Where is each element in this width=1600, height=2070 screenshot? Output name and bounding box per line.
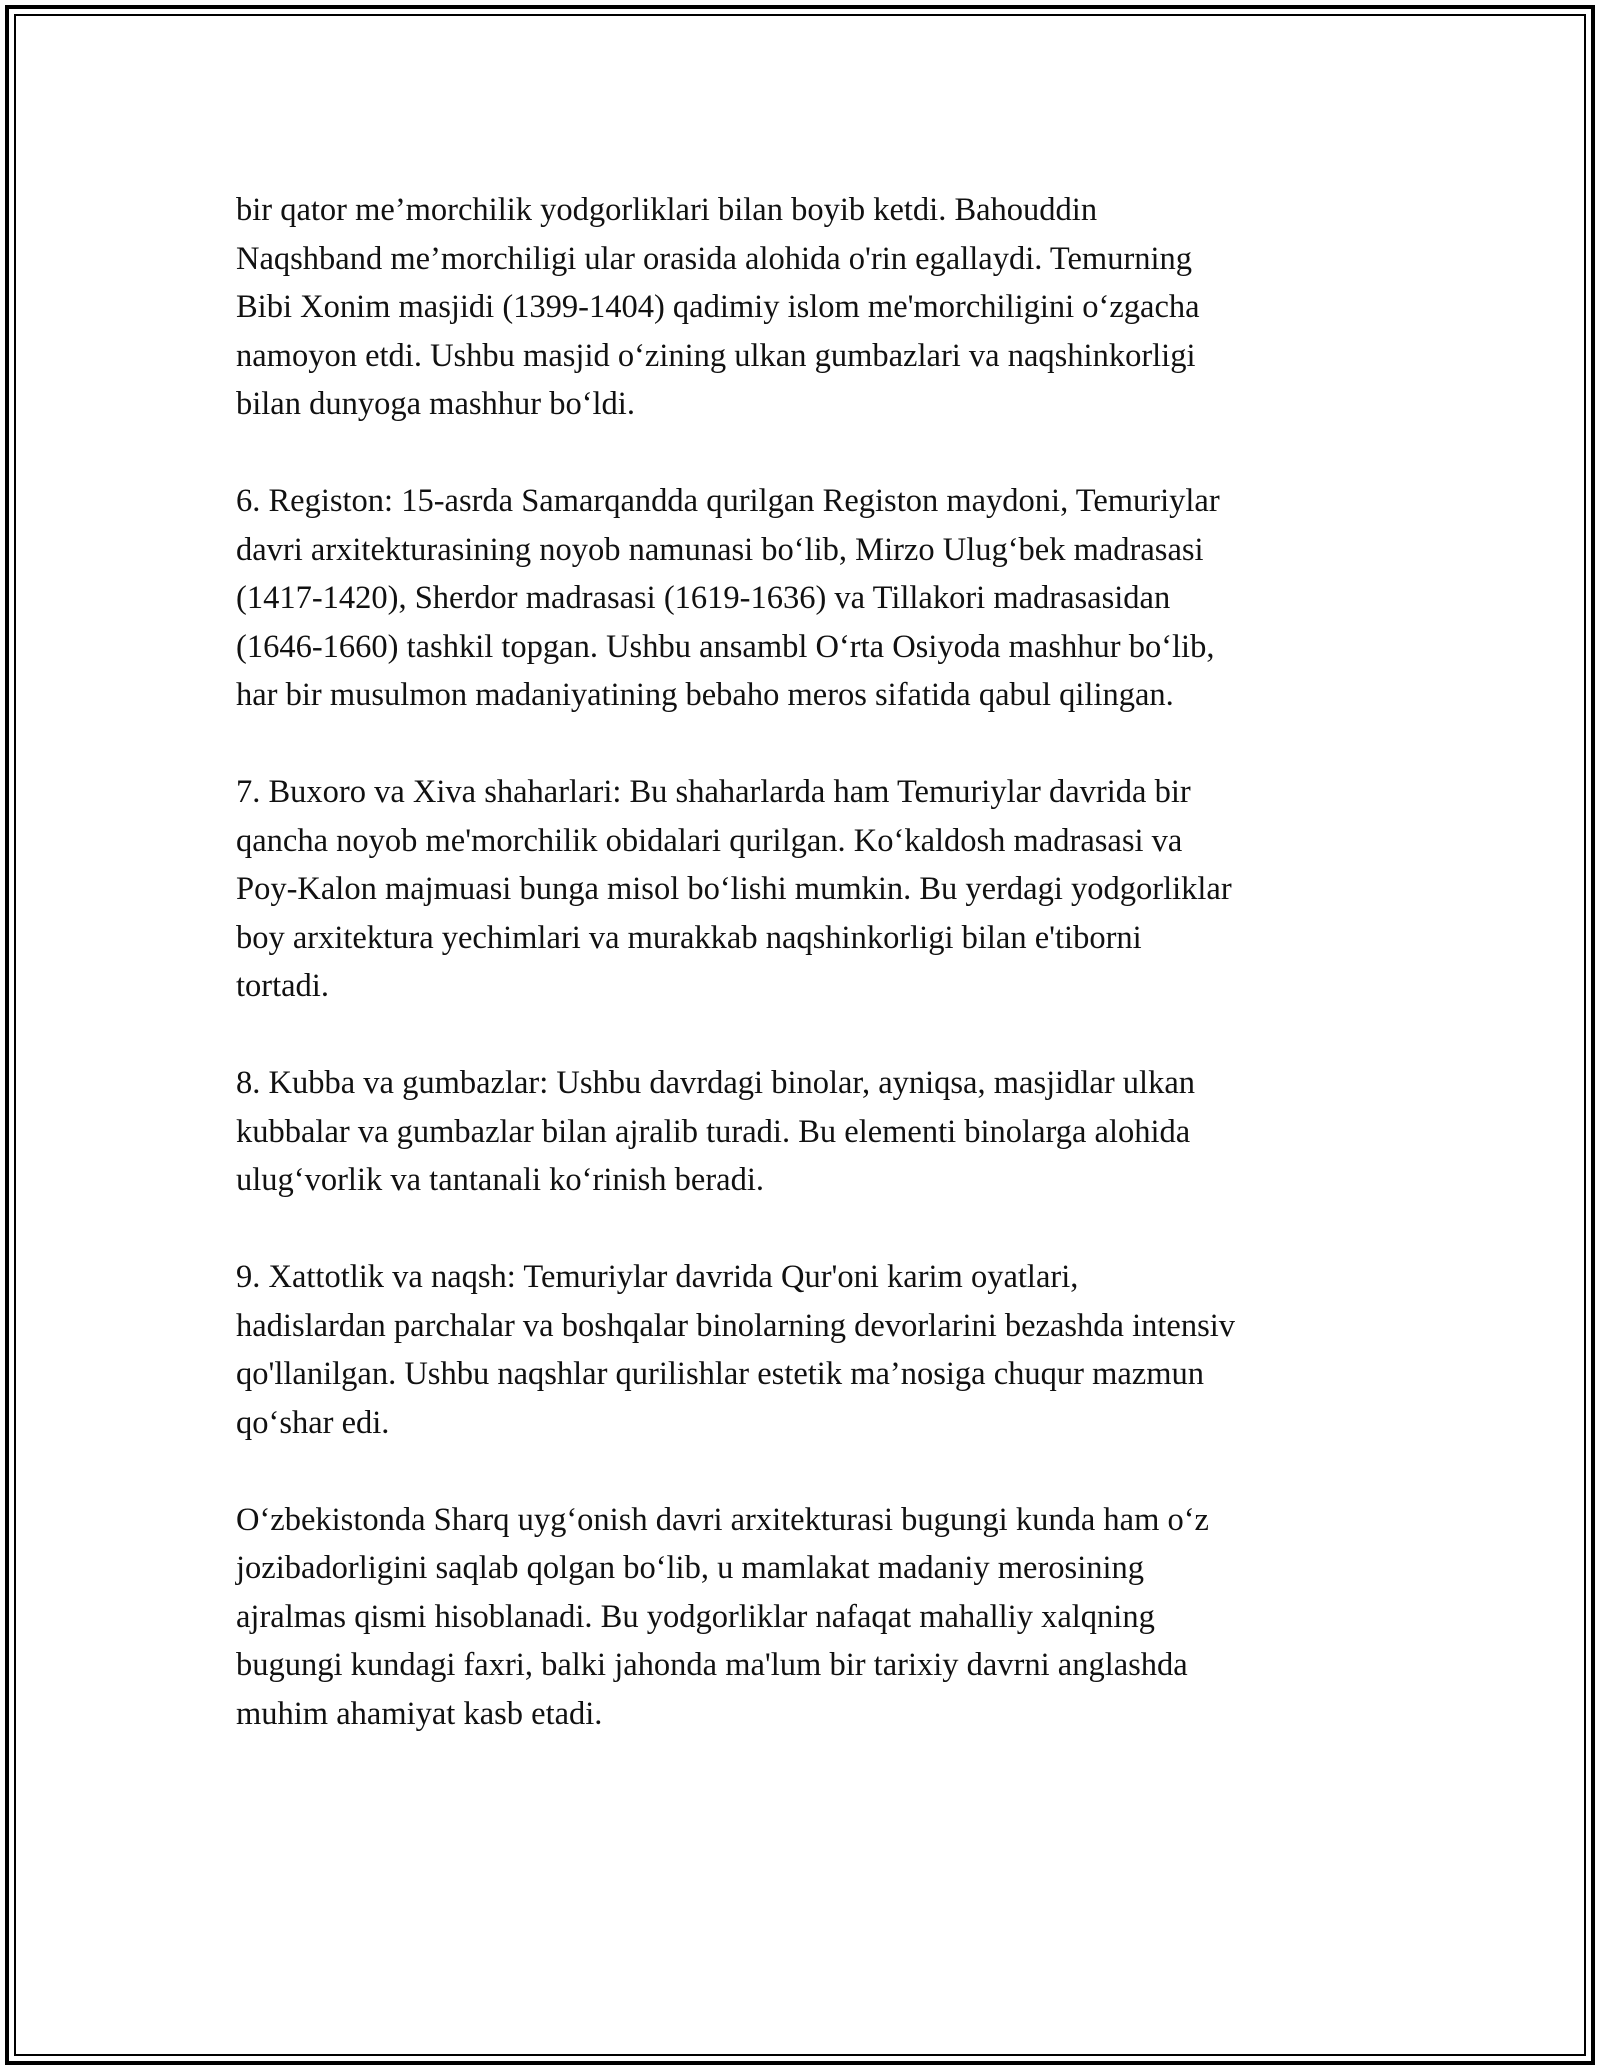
- text-line: 9. Xattotlik va naqsh: Temuriylar davrida Qur'oni karim oyatlari,: [236, 1259, 1079, 1295]
- text-line: 7. Buxoro va Xiva shaharlari: Bu shaharlarda ham Temuriylar davrida bir: [236, 774, 1191, 810]
- paragraph-conclusion: [236, 1496, 1376, 1739]
- text-line: Bibi Xonim masjidi (1399-1404) qadimiy islom me'morchiligini o‘zgacha: [236, 289, 1200, 325]
- text-line: kubbalar va gumbazlar bilan ajralib turadi. Bu elementi binolarga alohida: [236, 1113, 1191, 1150]
- text-line: davri arxitekturasining noyob namunasi bo‘lib, Mirzo Ulug‘bek madrasasi: [236, 531, 1204, 568]
- text-line: muhim ahamiyat kasb etadi.: [236, 1695, 603, 1732]
- text-line: O‘zbekistonda Sharq uyg‘onish davri arxitekturasi bugungi kunda ham o‘z: [236, 1501, 1209, 1538]
- text-line: (1646-1660) tashkil topgan. Ushbu ansambl O‘rta Osiyoda mashhur bo‘lib,: [236, 628, 1215, 665]
- paragraph-registon: [236, 477, 1376, 720]
- text-line: namoyon etdi. Ushbu masjid o‘zining ulkan gumbazlari va naqshinkorligi: [236, 337, 1196, 374]
- text-line: 8. Kubba va gumbazlar: Ushbu davrdagi binolar, ayniqsa, masjidlar ulkan: [236, 1065, 1196, 1101]
- text-line: tortadi.: [236, 968, 329, 1004]
- text-line: (1417-1420), Sherdor madrasasi (1619-1636) va Tillakori madrasasidan: [236, 580, 1171, 616]
- text-line: ajralmas qismi hisoblanadi. Bu yodgorliklar nafaqat mahalliy xalqning: [236, 1598, 1155, 1635]
- text-line: Naqshband me’morchiligi ular orasida alohida o'rin egallaydi. Temurning: [236, 240, 1193, 277]
- text-line: qancha noyob me'morchilik obidalari qurilgan. Ko‘kaldosh madrasasi va: [236, 822, 1183, 859]
- text-line: qo‘shar edi.: [236, 1404, 390, 1441]
- text-line: 6. Registon: 15-asrda Samarqandda qurilgan Registon maydoni, Temuriylar: [236, 483, 1220, 519]
- text-line: bilan dunyoga mashhur bo‘ldi.: [236, 386, 635, 422]
- text-line: hadislardan parchalar va boshqalar binolarning devorlarini bezashda intensiv: [236, 1307, 1236, 1344]
- text-line: boy arxitektura yechimlari va murakkab naqshinkorligi bilan e'tiborni: [236, 919, 1142, 956]
- document-body: [236, 186, 1376, 1787]
- paragraph-buxoro-xiva: [236, 768, 1376, 1011]
- text-line: har bir musulmon madaniyatining bebaho meros sifatida qabul qilingan.: [236, 677, 1174, 713]
- paragraph-1: [236, 186, 1376, 429]
- text-line: bir qator me’morchilik yodgorliklari bilan boyib ketdi. Bahouddin: [236, 192, 1098, 228]
- paragraph-xattotlik-naqsh: [236, 1253, 1376, 1447]
- text-line: jozibadorligini saqlab qolgan bo‘lib, u mamlakat madaniy merosining: [236, 1550, 1145, 1586]
- text-line: Poy-Kalon majmuasi bunga misol bo‘lishi mumkin. Bu yerdagi yodgorliklar: [236, 871, 1232, 907]
- text-line: qo'llanilgan. Ushbu naqshlar qurilishlar estetik ma’nosiga chuqur mazmun: [236, 1356, 1205, 1392]
- text-line: ulug‘vorlik va tantanali ko‘rinish beradi.: [236, 1162, 764, 1198]
- text-line: bugungi kundagi faxri, balki jahonda ma'lum bir tarixiy davrni anglashda: [236, 1647, 1188, 1683]
- paragraph-kubba-gumbazlar: [236, 1059, 1376, 1205]
